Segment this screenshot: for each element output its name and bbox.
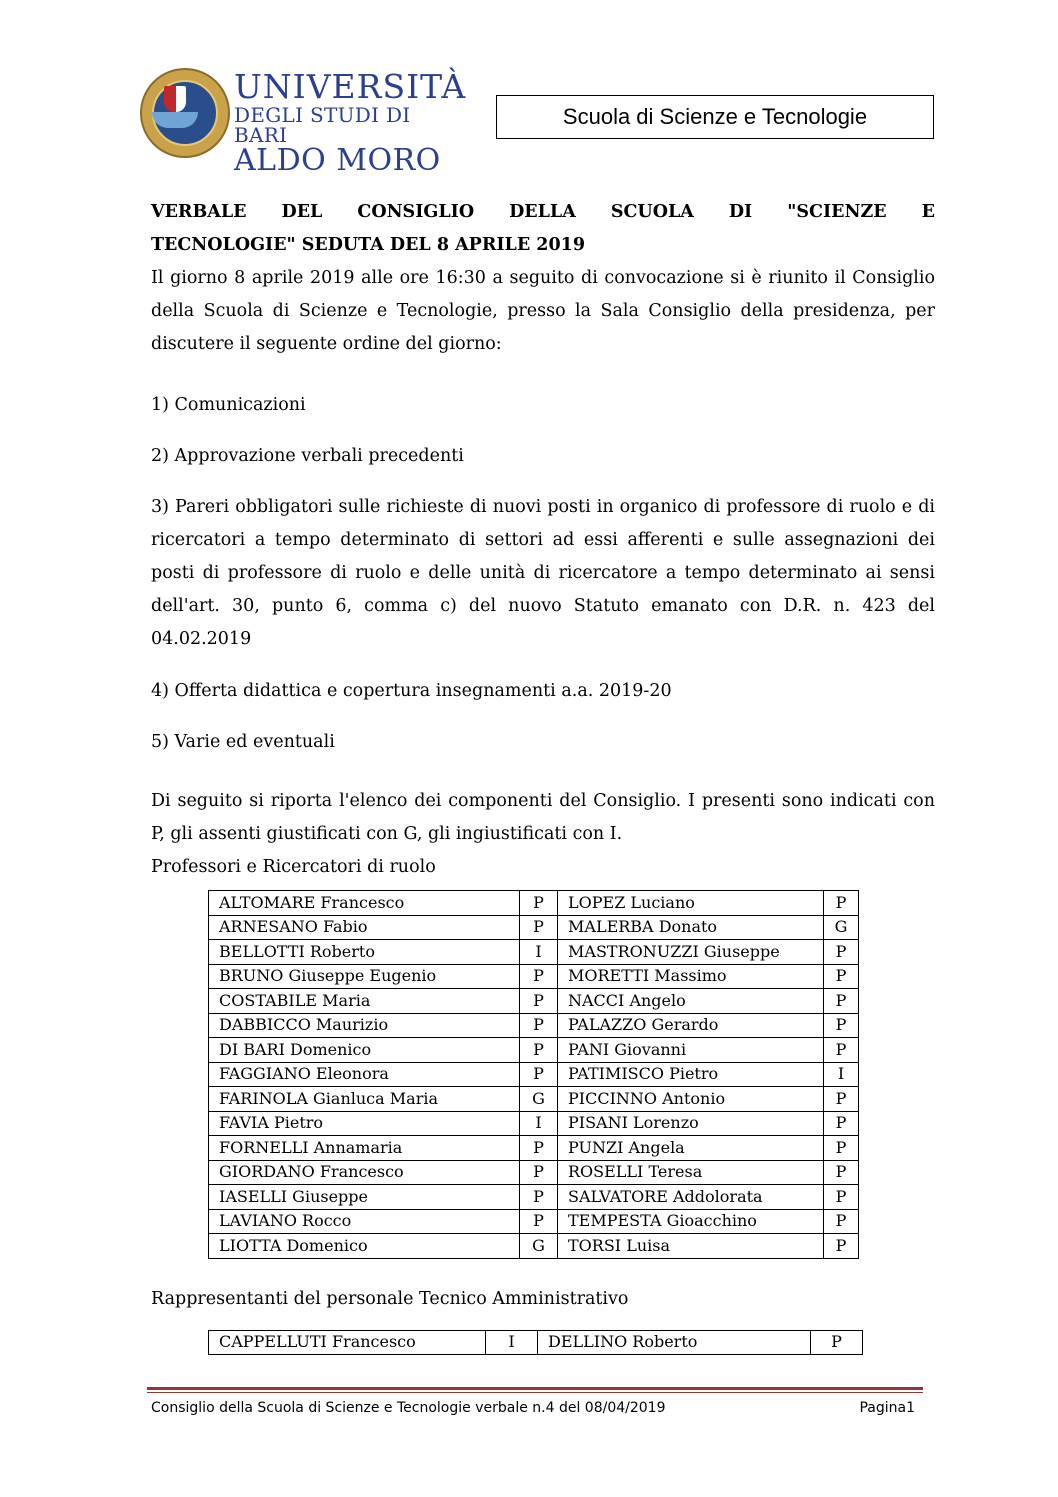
school-name-box: Scuola di Scienze e Tecnologie [496, 95, 934, 139]
table-row [209, 1209, 859, 1234]
member-name: ROSELLI Teresa [558, 1160, 824, 1185]
attendance-status: P [824, 940, 859, 965]
attendance-status: P [824, 1038, 859, 1063]
member-name: ARNESANO Fabio [209, 915, 520, 940]
agenda-item-4: 4) Offerta didattica e copertura insegnamenti a.a. 2019-20 [151, 681, 672, 701]
member-name: MASTRONUZZI Giuseppe [558, 940, 824, 965]
member-name: DI BARI Domenico [209, 1038, 520, 1063]
intro-paragraph: Il giorno 8 aprile 2019 alle ore 16:30 a seguito di convocazione si è riunito il Consiglio della Scuola di Scienze e Tecnologie, presso la Sala Consiglio della presidenza, per discutere il seguente ordine del giorno: [151, 268, 935, 354]
attendance-status: P [520, 1013, 558, 1038]
table-row [209, 1330, 863, 1355]
logo-line-1: UNIVERSITÀ [234, 67, 467, 106]
member-name: COSTABILE Maria [209, 989, 520, 1014]
agenda-item-2: 2) Approvazione verbali precedenti [151, 446, 464, 466]
table-row [209, 964, 859, 989]
attendance-status: P [520, 891, 558, 916]
attendance-status: P [824, 1013, 859, 1038]
table-row [209, 891, 859, 916]
attendance-status: G [520, 1234, 558, 1259]
attendance-status: P [824, 1136, 859, 1161]
attendance-status: P [824, 1160, 859, 1185]
professors-attendance-table [208, 890, 859, 1259]
table-row [209, 1111, 859, 1136]
table-row [209, 1185, 859, 1210]
footer-rule-thick [147, 1387, 923, 1390]
member-name: PANI Giovanni [558, 1038, 824, 1063]
agenda-item-1: 1) Comunicazioni [151, 395, 306, 415]
logo-line-2: DEGLI STUDI DI BARI [234, 103, 411, 147]
attendance-status: P [520, 1062, 558, 1087]
attendance-status: I [486, 1330, 538, 1355]
table-row [209, 1013, 859, 1038]
attendance-status: P [824, 1087, 859, 1112]
member-name: FORNELLI Annamaria [209, 1136, 520, 1161]
attendance-status: I [824, 1062, 859, 1087]
attendance-status: G [824, 915, 859, 940]
member-name: ALTOMARE Francesco [209, 891, 520, 916]
footer-page-number: Pagina1 [859, 1400, 915, 1416]
table-row [209, 1062, 859, 1087]
document-title [151, 196, 935, 262]
footer-rule-thin [147, 1392, 923, 1393]
legend-paragraph: Di seguito si riporta l'elenco dei componenti del Consiglio. I presenti sono indicati con P, gli assenti giustificati con G, gli ingiustificati con I. [151, 791, 935, 844]
attendance-status: P [824, 964, 859, 989]
attendance-status: P [824, 989, 859, 1014]
member-name: PATIMISCO Pietro [558, 1062, 824, 1087]
member-name: NACCI Angelo [558, 989, 824, 1014]
attendance-status: P [824, 1185, 859, 1210]
member-name: DABBICCO Maurizio [209, 1013, 520, 1038]
attendance-status: P [520, 989, 558, 1014]
member-name: BELLOTTI Roberto [209, 940, 520, 965]
agenda-item-5: 5) Varie ed eventuali [151, 732, 335, 752]
member-name: DELLINO Roberto [538, 1330, 811, 1355]
member-name: BRUNO Giuseppe Eugenio [209, 964, 520, 989]
member-name: SALVATORE Addolorata [558, 1185, 824, 1210]
attendance-status: G [520, 1087, 558, 1112]
table-row [209, 915, 859, 940]
attendance-status: P [520, 1038, 558, 1063]
title-line-2: TECNOLOGIE" SEDUTA DEL 8 APRILE 2019 [151, 235, 585, 255]
table-row [209, 1234, 859, 1259]
member-name: LIOTTA Domenico [209, 1234, 520, 1259]
attendance-status: P [520, 1209, 558, 1234]
member-name: MALERBA Donato [558, 915, 824, 940]
table-row [209, 1087, 859, 1112]
logo-line-3: ALDO MORO [234, 143, 441, 178]
section-label-professors: Professori e Ricercatori di ruolo [151, 857, 436, 877]
member-name: FAGGIANO Eleonora [209, 1062, 520, 1087]
member-name: IASELLI Giuseppe [209, 1185, 520, 1210]
member-name: MORETTI Massimo [558, 964, 824, 989]
attendance-status: I [520, 940, 558, 965]
attendance-status: P [520, 1185, 558, 1210]
table-row [209, 940, 859, 965]
member-name: CAPPELLUTI Francesco [209, 1330, 486, 1355]
attendance-status: P [824, 891, 859, 916]
document-body [151, 196, 935, 1355]
member-name: PICCINNO Antonio [558, 1087, 824, 1112]
attendance-status: P [520, 1160, 558, 1185]
member-name: PALAZZO Gerardo [558, 1013, 824, 1038]
attendance-status: P [520, 1136, 558, 1161]
technical-staff-table [208, 1330, 863, 1356]
member-name: LAVIANO Rocco [209, 1209, 520, 1234]
title-line-1: VERBALE DEL CONSIGLIO DELLA SCUOLA DI "SCIENZE E [151, 202, 935, 222]
university-seal-icon [140, 68, 230, 158]
member-name: FAVIA Pietro [209, 1111, 520, 1136]
table-row [209, 1136, 859, 1161]
table-row [209, 989, 859, 1014]
attendance-status: P [824, 1234, 859, 1259]
member-name: PISANI Lorenzo [558, 1111, 824, 1136]
table-row [209, 1038, 859, 1063]
member-name: GIORDANO Francesco [209, 1160, 520, 1185]
attendance-status: P [824, 1209, 859, 1234]
footer-document-reference: Consiglio della Scuola di Scienze e Tecnologie verbale n.4 del 08/04/2019 [151, 1400, 666, 1416]
section-label-technical: Rappresentanti del personale Tecnico Amministrativo [151, 1288, 629, 1309]
attendance-status: P [811, 1330, 863, 1355]
attendance-status: P [824, 1111, 859, 1136]
member-name: FARINOLA Gianluca Maria [209, 1087, 520, 1112]
member-name: PUNZI Angela [558, 1136, 824, 1161]
member-name: LOPEZ Luciano [558, 891, 824, 916]
attendance-status: P [520, 915, 558, 940]
member-name: TEMPESTA Gioacchino [558, 1209, 824, 1234]
table-row [209, 1160, 859, 1185]
attendance-status: P [520, 964, 558, 989]
university-logo [140, 67, 467, 178]
attendance-status: I [520, 1111, 558, 1136]
page-footer [151, 1400, 915, 1416]
logo-wordmark [234, 67, 467, 178]
member-name: TORSI Luisa [558, 1234, 824, 1259]
agenda-item-3: 3) Pareri obbligatori sulle richieste di nuovi posti in organico di professore di ruolo e di ricercatori a tempo determinato di settori ad essi afferenti e sulle assegnazioni dei posti di professore di ruolo e delle unità di ricercatore a tempo determinato ai sensi dell'art. 30, punto 6, comma c) del nuovo Statuto emanato con D.R. n. 423 del 04.02.2019 [151, 497, 935, 649]
